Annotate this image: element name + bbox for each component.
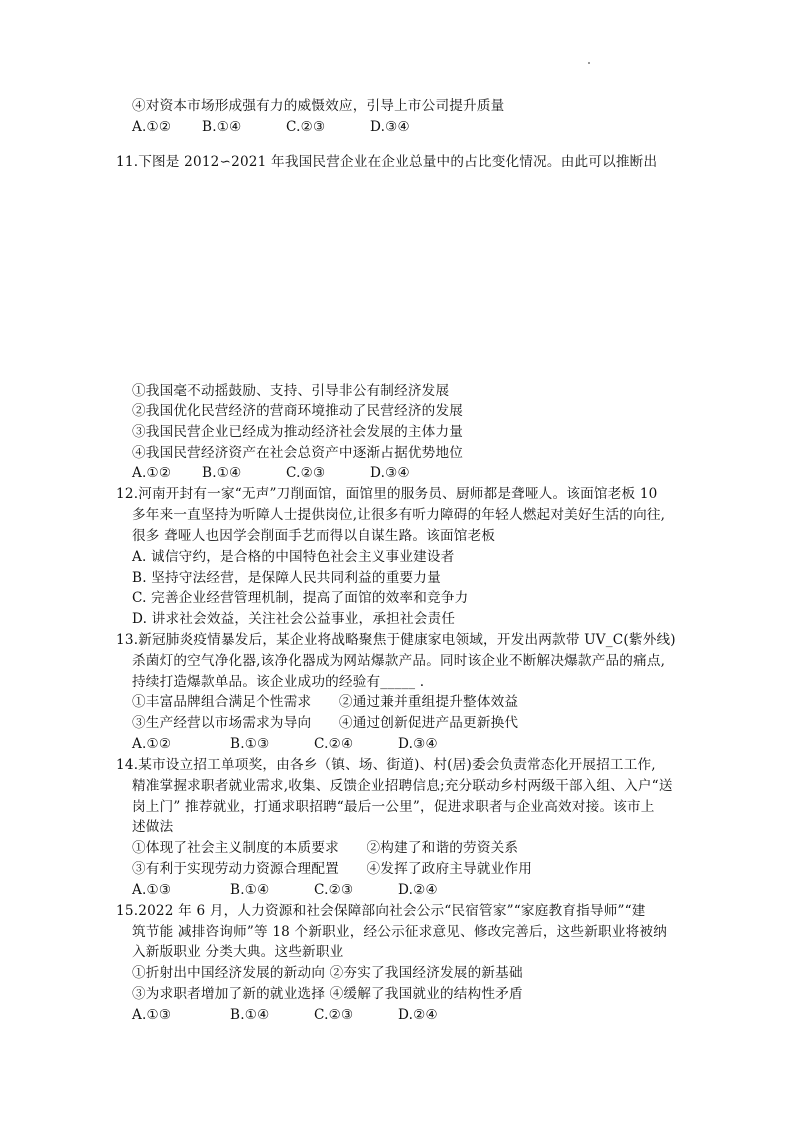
q15-options	[132, 1006, 438, 1024]
q12-stem-line-3: 很多 聋哑人也因学会削面手艺而得以自谋生路。该面馆老板	[132, 528, 496, 544]
q12-choice-b: B. 坚持守法经营，是保障人民共同利益的重要力量	[132, 570, 441, 586]
q10-option-a: A.①②	[132, 119, 172, 135]
q11-item-1: ①我国毫不动摇鼓励、支持、引导非公有制经济发展	[132, 383, 450, 399]
q10-item-4: ④对资本市场形成强有力的威慑效应，引导上市公司提升质量	[132, 98, 505, 114]
q12-stem-line-1: 12.河南开封有一家“无声”刀削面馆，面馆里的服务员、厨师都是聋哑人。该面馆老板 10	[116, 486, 658, 502]
q15-option-b: B.①④	[230, 1007, 270, 1023]
q14-option-c: C.②③	[314, 882, 354, 898]
q14-stem-line-4: 述做法	[132, 819, 174, 835]
q13-option-c: C.②④	[314, 736, 354, 752]
q12-choice-a: A. 诚信守约，是合格的中国特色社会主义事业建设者	[132, 549, 455, 565]
q11-item-4: ④我国民营经济资产在社会总资产中逐渐占据优势地位	[132, 445, 464, 461]
q11-option-b: B.①④	[202, 465, 242, 481]
q13-option-a: A.①②	[132, 736, 172, 752]
q12-choice-c: C. 完善企业经营管理机制，提高了面馆的效率和竞争力	[132, 590, 469, 606]
q11-option-d: D.③④	[370, 465, 410, 481]
q15-option-c: C.②③	[314, 1007, 354, 1023]
q15-items-row-1: ①折射出中国经济发展的新动向 ②夯实了我国经济发展的新基础	[132, 965, 523, 981]
q15-items-row-2: ③为求职者增加了新的就业选择 ④缓解了我国就业的结构性矛盾	[132, 986, 523, 1002]
q14-option-a: A.①③	[132, 882, 172, 898]
q13-items-row-2: ③生产经营以市场需求为导向 ④通过创新促进产品更新换代	[132, 715, 519, 731]
q12-choice-d: D. 讲求社会效益，关注社会公益事业，承担社会责任	[132, 611, 456, 627]
q12-stem-line-2: 多年来一直坚持为听障人士提供岗位,让很多有听力障碍的年轻人燃起对美好生活的向往,	[132, 507, 666, 523]
q15-option-d: D.②④	[398, 1007, 438, 1023]
q10-options	[132, 118, 410, 136]
q11-option-a: A.①②	[132, 465, 172, 481]
q13-option-d: D.③④	[398, 736, 438, 752]
q13-stem-line-1: 13.新冠肺炎疫情暴发后，某企业将战略聚焦于健康家电领域，开发出两款带 UV_C(紫外线)	[116, 632, 676, 648]
q14-option-d: D.②④	[398, 882, 438, 898]
q14-option-b: B.①④	[230, 882, 270, 898]
q15-stem-line-3: 入新版职业 分类大典。这些新职业	[132, 944, 344, 960]
q10-option-b: B.①④	[202, 119, 242, 135]
q11-item-3: ③我国民营企业已经成为推动经济社会发展的主体力量	[132, 424, 464, 440]
q13-items-row-1: ①丰富品牌组合满足个性需求 ②通过兼并重组提升整体效益	[132, 694, 519, 710]
q14-items-row-2: ③有利于实现劳动力资源合理配置 ④发挥了政府主导就业作用	[132, 861, 533, 877]
q15-stem-line-2: 筑节能 减排咨询师”等 18 个新职业，经公示征求意见、修改完善后，这些新职业将被纳	[132, 924, 667, 940]
q13-options	[132, 735, 438, 753]
q11-item-2: ②我国优化民营经济的营商环境推动了民营经济的发展	[132, 403, 464, 419]
q10-option-d: D.③④	[370, 119, 410, 135]
q11-option-c: C.②③	[286, 465, 326, 481]
q15-option-a: A.①③	[132, 1007, 172, 1023]
q14-items-row-1: ①体现了社会主义制度的本质要求 ②构建了和谐的劳资关系	[132, 840, 519, 856]
q14-stem-line-1: 14.某市设立招工单项奖，由各乡（镇、场、街道)、村(居)委会负责常态化开展招工工作,	[116, 757, 656, 773]
q14-options	[132, 881, 438, 899]
q10-option-c: C.②③	[286, 119, 326, 135]
q14-stem-line-3: 岗上门” 推荐就业，打通求职招聘“最后一公里”，促进求职者与企业高效对接。该市上	[132, 799, 655, 815]
q15-stem-line-1: 15.2022 年 6 月，人力资源和社会保障部向社会公示“民宿管家”“家庭教育指导师”“建	[116, 903, 646, 919]
q11-stem: 11.下图是 2012∽2021 年我国民营企业在企业总量中的占比变化情况。由此可以推断出	[116, 154, 658, 170]
q14-stem-line-2: 精准掌握求职者就业需求,收集、反馈企业招聘信息;充分联动乡村两级干部入组、入户“送	[132, 778, 673, 794]
q11-chart-area	[132, 188, 672, 378]
scan-mark	[588, 62, 590, 64]
q13-option-b: B.①③	[230, 736, 270, 752]
q13-stem-line-2: 杀菌灯的空气净化器,该净化器成为网站爆款产品。同时该企业不断解决爆款产品的痛点,	[132, 653, 666, 669]
q11-options	[132, 464, 410, 482]
q13-stem-line-3: 持续打造爆款单品。该企业成功的经验有_____ .	[132, 674, 425, 690]
